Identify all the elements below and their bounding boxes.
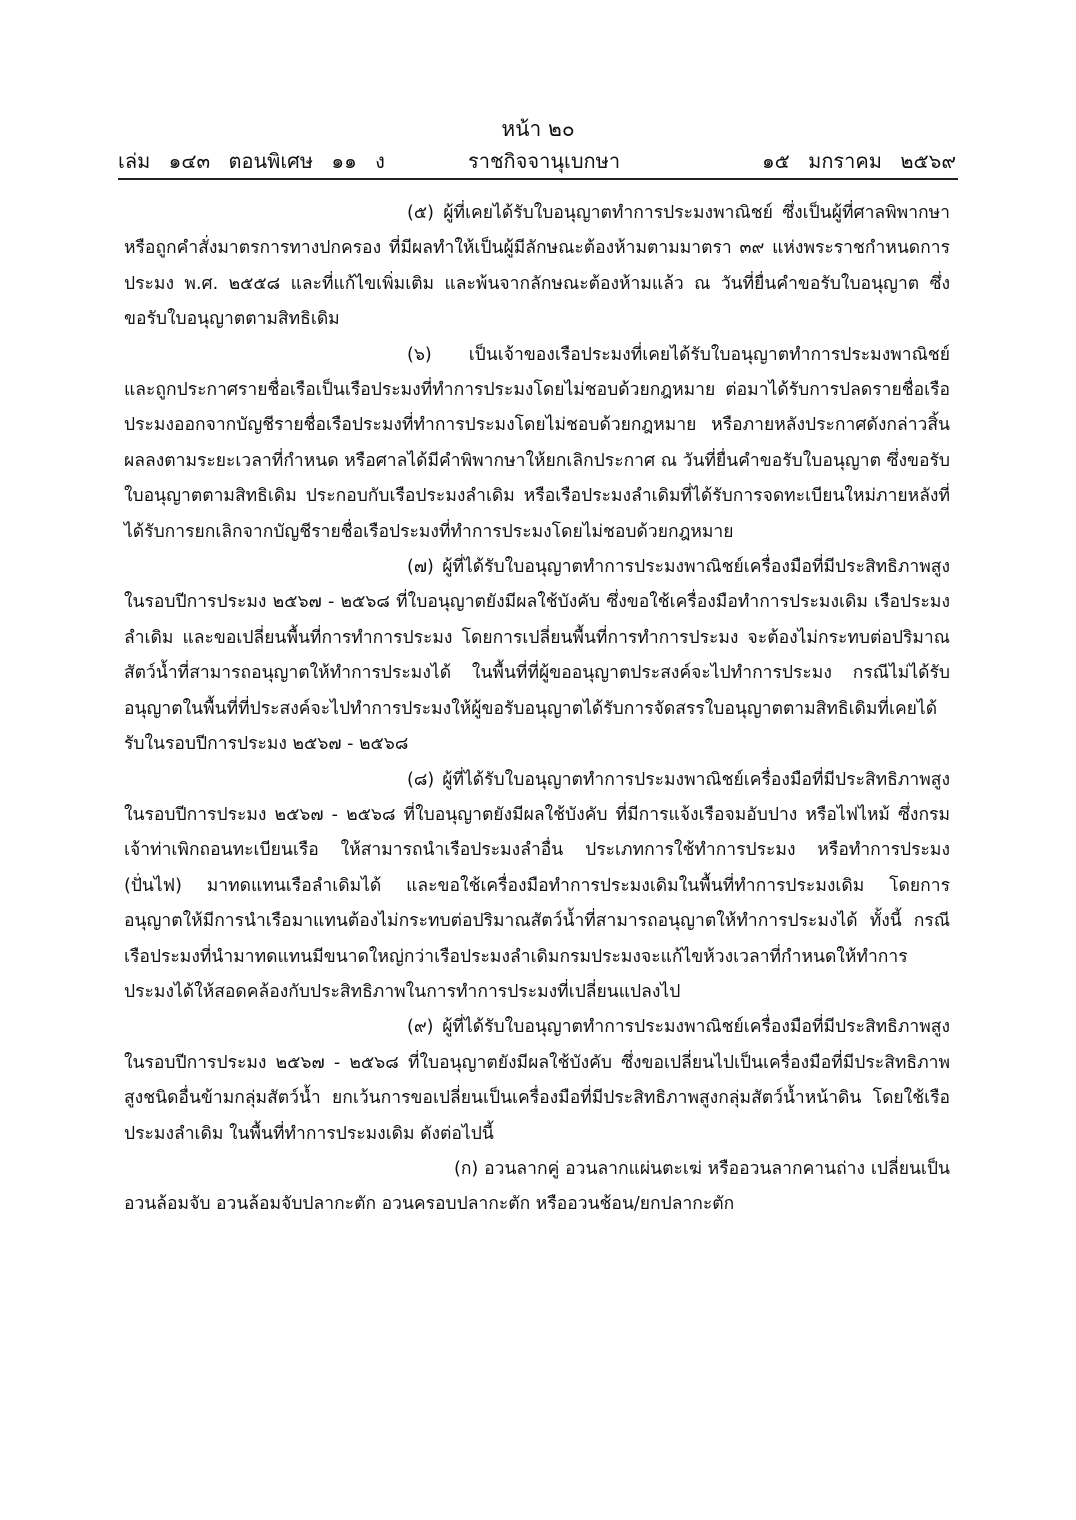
paragraph-9: (๙) ผู้ที่ได้รับใบอนุญาตทำการประมงพาณิชย์เครื่องมือที่มีประสิทธิภาพสูงในรอบปีการประมง ๒๕๖๗ - ๒๕๖๘ ที่ใบอนุญาตยังมีผลใช้บังคับ ซึ่งขอเปลี่ยนไปเป็นเครื่องมือที่มีประสิทธิภาพสูงชนิดอื่นข้ามกลุ่มสัตว์น้ำ ยกเว้นการขอเปลี่ยนเป็นเครื่องมือที่มีประสิทธิภาพสูงกลุ่มสัตว์น้ำหน้าดิน โดยใช้เรือประมงลำเดิม ในพื้นที่ทำการประมงเดิม ดังต่อไปนี้: [124, 1017, 950, 1144]
paragraph-6: (๖) เป็นเจ้าของเรือประมงที่เคยได้รับใบอนุญาตทำการประมงพาณิชย์ และถูกประกาศรายชื่อเรือเป็นเรือประมงที่ทำการประมงโดยไม่ชอบด้วยกฎหมาย ต่อมาได้รับการปลดรายชื่อเรือประมงออกจากบัญชีรายชื่อเรือประมงที่ทำการประมงโดยไม่ชอบด้วยกฎหมาย หรือภายหลังประกาศดังกล่าวสิ้นผลลงตามระยะเวลาที่กำหนด หรือศาลได้มีคำพิพากษาให้ยกเลิกประกาศ ณ วันที่ยื่นคำขอรับใบอนุญาต ซึ่งขอรับใบอนุญาตตามสิทธิเดิม ประกอบกับเรือประมงลำเดิม หรือเรือประมงลำเดิมที่ได้รับการจดทะเบียนใหม่ภายหลังที่ได้รับการยกเลิกจากบัญชีรายชื่อเรือประมงที่ทำการประมงโดยไม่ชอบด้วยกฎหมาย: [124, 344, 950, 542]
paragraph-9-a: (ก) อวนลากคู่ อวนลากแผ่นตะเฆ่ หรืออวนลากคานถ่าง เปลี่ยนเป็น อวนล้อมจับ อวนล้อมจับปลากะตัก อวนครอบปลากะตัก หรืออวนช้อน/ยกปลากะตัก: [124, 1158, 950, 1215]
publication-date: ๑๕ มกราคม ๒๕๖๙: [761, 149, 956, 173]
gazette-header: [118, 146, 958, 176]
paragraph-7: (๗) ผู้ที่ได้รับใบอนุญาตทำการประมงพาณิชย์เครื่องมือที่มีประสิทธิภาพสูงในรอบปีการประมง ๒๕๖๗ - ๒๕๖๘ ที่ใบอนุญาตยังมีผลใช้บังคับ ซึ่งขอใช้เครื่องมือทำการประมงเดิม เรือประมงลำเดิม และขอเปลี่ยนพื้นที่การทำการประมง โดยการเปลี่ยนพื้นที่การทำการประมง จะต้องไม่กระทบต่อปริมาณสัตว์น้ำที่สามารถอนุญาตให้ทำการประมงได้ ในพื้นที่ที่ผู้ขออนุญาตประสงค์จะไปทำการประมง กรณีไม่ได้รับอนุญาตในพื้นที่ที่ประสงค์จะไปทำการประมงให้ผู้ขอรับอนุญาตได้รับการจัดสรรใบอนุญาตตามสิทธิเดิมที่เคยได้รับในรอบปีการประมง ๒๕๖๗ - ๒๕๖๘: [124, 557, 950, 755]
page-number: หน้า ๒๐: [501, 117, 575, 141]
volume-issue: เล่ม ๑๔๓ ตอนพิเศษ ๑๑ ง: [118, 149, 385, 173]
header-divider: [118, 178, 958, 180]
paragraph-5: (๕) ผู้ที่เคยได้รับใบอนุญาตทำการประมงพาณิชย์ ซึ่งเป็นผู้ที่ศาลพิพากษาหรือถูกคำสั่งมาตรการทางปกครอง ที่มีผลทำให้เป็นผู้มีลักษณะต้องห้ามตามมาตรา ๓๙ แห่งพระราชกำหนดการประมง พ.ศ. ๒๕๕๘ และที่แก้ไขเพิ่มเติม และพ้นจากลักษณะต้องห้ามแล้ว ณ วันที่ยื่นคำขอรับใบอนุญาต ซึ่งขอรับใบอนุญาตตามสิทธิเดิม: [124, 203, 950, 330]
paragraph-8: (๘) ผู้ที่ได้รับใบอนุญาตทำการประมงพาณิชย์เครื่องมือที่มีประสิทธิภาพสูงในรอบปีการประมง ๒๕๖๗ - ๒๕๖๘ ที่ใบอนุญาตยังมีผลใช้บังคับ ที่มีการแจ้งเรือจมอับปาง หรือไฟไหม้ ซึ่งกรมเจ้าท่าเพิกถอนทะเบียนเรือ ให้สามารถนำเรือประมงลำอื่น ประเภทการใช้ทำการประมง หรือทำการประมง (ปั่นไฟ) มาทดแทนเรือลำเดิมได้ และขอใช้เครื่องมือทำการประมงเดิมในพื้นที่ทำการประมงเดิม โดยการอนุญาตให้มีการนำเรือมาแทนต้องไม่กระทบต่อปริมาณสัตว์น้ำที่สามารถอนุญาตให้ทำการประมงได้ ทั้งนี้ กรณีเรือประมงที่นำมาทดแทนมีขนาดใหญ่กว่าเรือประมงลำเดิมกรมประมงจะแก้ไขห้วงเวลาที่กำหนดให้ทำการประมงได้ให้สอดคล้องกับประสิทธิภาพในการทำการประมงที่เปลี่ยนแปลงไป: [124, 769, 950, 1002]
document-body: [124, 196, 950, 1223]
publication-name: ราชกิจจานุเบกษา: [468, 149, 621, 173]
